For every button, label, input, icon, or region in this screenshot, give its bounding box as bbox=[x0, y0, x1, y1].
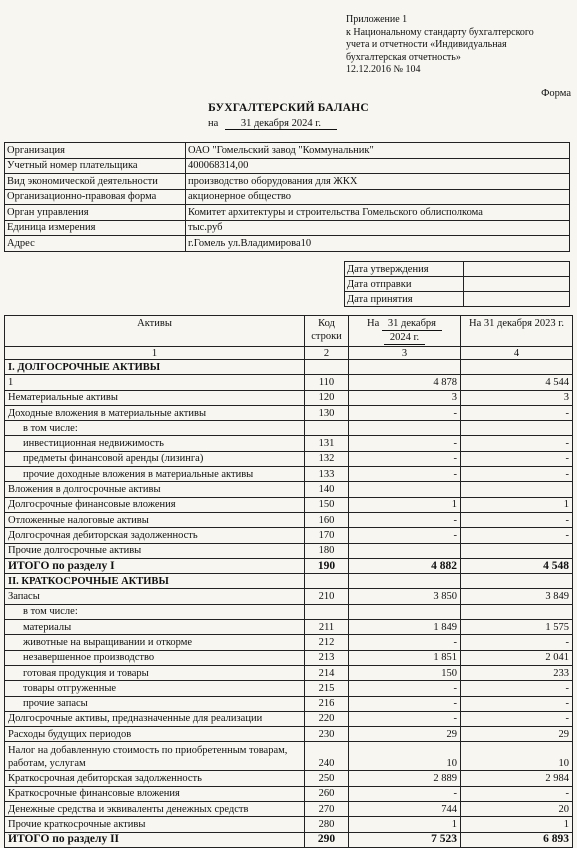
date-value-cell bbox=[464, 262, 570, 277]
value-2024: - bbox=[349, 512, 461, 527]
row-label: Доходные вложения в материальные активы bbox=[5, 405, 305, 420]
row-label: 1 bbox=[5, 375, 305, 390]
table-row bbox=[5, 802, 573, 817]
row-code: 240 bbox=[305, 742, 349, 771]
row-code: 215 bbox=[305, 681, 349, 696]
value-2024: 4 882 bbox=[349, 558, 461, 573]
value-2023: - bbox=[461, 681, 573, 696]
value-2023: 29 bbox=[461, 727, 573, 742]
table-header-row bbox=[5, 316, 573, 347]
info-row bbox=[5, 174, 570, 190]
column-number-row bbox=[5, 347, 573, 360]
row-code bbox=[305, 360, 349, 375]
dates-table bbox=[344, 261, 570, 307]
row-label: инвестиционная недвижимость bbox=[5, 436, 305, 451]
info-value: Комитет архитектуры и строительства Гомельского облисполкома bbox=[186, 205, 570, 221]
value-2023 bbox=[461, 604, 573, 619]
info-label: Орган управления bbox=[5, 205, 186, 221]
value-2024: 1 bbox=[349, 497, 461, 512]
row-label: Денежные средства и эквиваленты денежных средств bbox=[5, 802, 305, 817]
header-2024-date: 31 декабря bbox=[382, 317, 442, 331]
row-label: Долгосрочная дебиторская задолженность bbox=[5, 528, 305, 543]
value-2023 bbox=[461, 360, 573, 375]
value-2024: 744 bbox=[349, 802, 461, 817]
value-2023: 233 bbox=[461, 665, 573, 680]
section-header-row bbox=[5, 574, 573, 589]
date-label: Дата отправки bbox=[345, 277, 464, 292]
row-code: 210 bbox=[305, 589, 349, 604]
value-2023 bbox=[461, 421, 573, 436]
row-label: прочие запасы bbox=[5, 696, 305, 711]
row-code bbox=[305, 421, 349, 436]
info-row bbox=[5, 158, 570, 174]
info-row bbox=[5, 236, 570, 252]
value-2023: 4 548 bbox=[461, 558, 573, 573]
value-2024: - bbox=[349, 436, 461, 451]
value-2023: 1 bbox=[461, 497, 573, 512]
table-row bbox=[5, 786, 573, 801]
value-2024: 1 849 bbox=[349, 620, 461, 635]
column-number: 2 bbox=[305, 347, 349, 360]
value-2024: - bbox=[349, 786, 461, 801]
value-2024: - bbox=[349, 696, 461, 711]
info-value: ОАО "Гомельский завод "Коммунальник" bbox=[186, 143, 570, 159]
header-2024 bbox=[349, 316, 461, 347]
info-label: Организация bbox=[5, 143, 186, 159]
row-code: 220 bbox=[305, 711, 349, 726]
form-label: Форма bbox=[541, 88, 571, 99]
row-code: 250 bbox=[305, 771, 349, 786]
info-label: Учетный номер плательщика bbox=[5, 158, 186, 174]
row-code: 270 bbox=[305, 802, 349, 817]
info-row bbox=[5, 220, 570, 236]
date-value-cell bbox=[464, 277, 570, 292]
row-label: незавершенное производство bbox=[5, 650, 305, 665]
table-row bbox=[5, 436, 573, 451]
table-row bbox=[5, 681, 573, 696]
note-line: Приложение 1 bbox=[346, 14, 408, 25]
row-label: Долгосрочные финансовые вложения bbox=[5, 497, 305, 512]
table-row bbox=[5, 650, 573, 665]
row-code: 133 bbox=[305, 467, 349, 482]
date-label: Дата принятия bbox=[345, 292, 464, 307]
value-2024 bbox=[349, 543, 461, 558]
value-2024: 1 bbox=[349, 817, 461, 832]
value-2023: - bbox=[461, 451, 573, 466]
value-2024: - bbox=[349, 711, 461, 726]
info-value: производство оборудования для ЖКХ bbox=[186, 174, 570, 190]
row-label: Долгосрочные активы, предназначенные для реализации bbox=[5, 711, 305, 726]
appendix-note bbox=[346, 14, 574, 77]
info-row bbox=[5, 205, 570, 221]
organization-info-table bbox=[4, 142, 570, 252]
row-label: Нематериальные активы bbox=[5, 390, 305, 405]
row-label: Запасы bbox=[5, 589, 305, 604]
value-2023: 6 893 bbox=[461, 832, 573, 847]
row-label: товары отгруженные bbox=[5, 681, 305, 696]
section-total-row bbox=[5, 832, 573, 847]
value-2024: - bbox=[349, 635, 461, 650]
assets-table bbox=[4, 315, 573, 848]
header-code-line2: строки bbox=[311, 331, 342, 342]
value-2024: 3 850 bbox=[349, 589, 461, 604]
info-row bbox=[5, 143, 570, 159]
row-label: в том числе: bbox=[5, 421, 305, 436]
row-code: 280 bbox=[305, 817, 349, 832]
table-row bbox=[5, 528, 573, 543]
value-2023: - bbox=[461, 696, 573, 711]
table-row bbox=[5, 589, 573, 604]
table-row bbox=[5, 405, 573, 420]
row-label: Расходы будущих периодов bbox=[5, 727, 305, 742]
table-row bbox=[5, 421, 573, 436]
row-label: животные на выращивании и откорме bbox=[5, 635, 305, 650]
value-2024: 7 523 bbox=[349, 832, 461, 847]
date-row bbox=[345, 277, 570, 292]
value-2023: 2 041 bbox=[461, 650, 573, 665]
row-label: Краткосрочные финансовые вложения bbox=[5, 786, 305, 801]
row-label: II. КРАТКОСРОЧНЫЕ АКТИВЫ bbox=[5, 574, 305, 589]
info-label: Единица измерения bbox=[5, 220, 186, 236]
info-value: г.Гомель ул.Владимирова10 bbox=[186, 236, 570, 252]
column-number: 3 bbox=[349, 347, 461, 360]
date-value-cell bbox=[464, 292, 570, 307]
note-line: бухгалтерская отчетность» bbox=[346, 51, 461, 63]
value-2023: 3 bbox=[461, 390, 573, 405]
note-line: к Национальному стандарту бухгалтерского bbox=[346, 26, 534, 38]
row-label: прочие доходные вложения в материальные активы bbox=[5, 467, 305, 482]
value-2023 bbox=[461, 574, 573, 589]
value-2024: 10 bbox=[349, 742, 461, 771]
row-label: предметы финансовой аренды (лизинга) bbox=[5, 451, 305, 466]
value-2023: - bbox=[461, 436, 573, 451]
row-code: 131 bbox=[305, 436, 349, 451]
row-code: 110 bbox=[305, 375, 349, 390]
table-row bbox=[5, 604, 573, 619]
value-2023: - bbox=[461, 467, 573, 482]
value-2024: - bbox=[349, 467, 461, 482]
value-2023 bbox=[461, 543, 573, 558]
row-code: 216 bbox=[305, 696, 349, 711]
table-row bbox=[5, 390, 573, 405]
note-line: 12.12.2016 № 104 bbox=[346, 64, 421, 75]
table-row bbox=[5, 742, 573, 771]
header-2023: На 31 декабря 2023 г. bbox=[461, 316, 573, 347]
row-label: Отложенные налоговые активы bbox=[5, 512, 305, 527]
value-2024: 1 851 bbox=[349, 650, 461, 665]
date-value: 31 декабря 2024 г. bbox=[225, 118, 337, 130]
row-code: 120 bbox=[305, 390, 349, 405]
header-code-line1: Код bbox=[318, 318, 335, 329]
row-code: 230 bbox=[305, 727, 349, 742]
value-2023: 10 bbox=[461, 742, 573, 771]
row-code: 160 bbox=[305, 512, 349, 527]
row-code: 170 bbox=[305, 528, 349, 543]
info-label: Адрес bbox=[5, 236, 186, 252]
value-2024: 2 889 bbox=[349, 771, 461, 786]
row-label: готовая продукция и товары bbox=[5, 665, 305, 680]
header-2024-prefix: На bbox=[366, 318, 380, 329]
table-row bbox=[5, 543, 573, 558]
value-2023: 1 575 bbox=[461, 620, 573, 635]
value-2023: 1 bbox=[461, 817, 573, 832]
table-row bbox=[5, 451, 573, 466]
header-code bbox=[305, 316, 349, 347]
value-2023: 20 bbox=[461, 802, 573, 817]
row-code: 290 bbox=[305, 832, 349, 847]
value-2023: - bbox=[461, 635, 573, 650]
row-label: Вложения в долгосрочные активы bbox=[5, 482, 305, 497]
row-label: I. ДОЛГОСРОЧНЫЕ АКТИВЫ bbox=[5, 360, 305, 375]
value-2024: 29 bbox=[349, 727, 461, 742]
row-code: 214 bbox=[305, 665, 349, 680]
row-code: 130 bbox=[305, 405, 349, 420]
row-code: 180 bbox=[305, 543, 349, 558]
column-number: 4 bbox=[461, 347, 573, 360]
header-2024-year: 2024 г. bbox=[384, 331, 425, 345]
value-2024: - bbox=[349, 405, 461, 420]
row-code: 212 bbox=[305, 635, 349, 650]
value-2024: 150 bbox=[349, 665, 461, 680]
value-2024: - bbox=[349, 451, 461, 466]
table-row bbox=[5, 620, 573, 635]
value-2024: - bbox=[349, 528, 461, 543]
header-assets: Активы bbox=[5, 316, 305, 347]
row-label: материалы bbox=[5, 620, 305, 635]
info-value: тыс.руб bbox=[186, 220, 570, 236]
row-label: ИТОГО по разделу I bbox=[5, 558, 305, 573]
section-total-row bbox=[5, 558, 573, 573]
section-header-row bbox=[5, 360, 573, 375]
value-2023: - bbox=[461, 512, 573, 527]
value-2023: 2 984 bbox=[461, 771, 573, 786]
column-number: 1 bbox=[5, 347, 305, 360]
date-row bbox=[345, 292, 570, 307]
table-row bbox=[5, 817, 573, 832]
table-row bbox=[5, 497, 573, 512]
page-title: БУХГАЛТЕРСКИЙ БАЛАНС bbox=[208, 102, 369, 114]
table-row bbox=[5, 467, 573, 482]
table-row bbox=[5, 727, 573, 742]
date-row bbox=[345, 262, 570, 277]
value-2023: - bbox=[461, 786, 573, 801]
date-label: Дата утверждения bbox=[345, 262, 464, 277]
value-2024 bbox=[349, 360, 461, 375]
row-code: 213 bbox=[305, 650, 349, 665]
value-2023: - bbox=[461, 711, 573, 726]
table-row bbox=[5, 771, 573, 786]
row-code bbox=[305, 604, 349, 619]
row-label: в том числе: bbox=[5, 604, 305, 619]
value-2024: 4 878 bbox=[349, 375, 461, 390]
info-value: акционерное общество bbox=[186, 189, 570, 205]
row-code: 150 bbox=[305, 497, 349, 512]
row-code: 132 bbox=[305, 451, 349, 466]
row-label: Налог на добавленную стоимость по приобретенным товарам, работам, услугам bbox=[5, 742, 305, 771]
value-2023: - bbox=[461, 528, 573, 543]
row-code: 190 bbox=[305, 558, 349, 573]
value-2024: 3 bbox=[349, 390, 461, 405]
info-label: Организационно-правовая форма bbox=[5, 189, 186, 205]
info-label: Вид экономической деятельности bbox=[5, 174, 186, 190]
row-code: 260 bbox=[305, 786, 349, 801]
value-2024 bbox=[349, 421, 461, 436]
table-row bbox=[5, 482, 573, 497]
row-code: 140 bbox=[305, 482, 349, 497]
table-row bbox=[5, 665, 573, 680]
table-row bbox=[5, 512, 573, 527]
row-label: Прочие долгосрочные активы bbox=[5, 543, 305, 558]
report-date bbox=[208, 118, 337, 130]
table-row bbox=[5, 375, 573, 390]
value-2023: - bbox=[461, 405, 573, 420]
value-2024: - bbox=[349, 681, 461, 696]
value-2023: 3 849 bbox=[461, 589, 573, 604]
value-2024 bbox=[349, 574, 461, 589]
info-row bbox=[5, 189, 570, 205]
row-code: 211 bbox=[305, 620, 349, 635]
row-label: Прочие краткосрочные активы bbox=[5, 817, 305, 832]
row-label: Краткосрочная дебиторская задолженность bbox=[5, 771, 305, 786]
table-row bbox=[5, 696, 573, 711]
row-code bbox=[305, 574, 349, 589]
value-2024 bbox=[349, 604, 461, 619]
info-value: 400068314,00 bbox=[186, 158, 570, 174]
date-prefix: на bbox=[208, 118, 219, 129]
note-line: учета и отчетности «Индивидуальная bbox=[346, 39, 507, 50]
value-2023: 4 544 bbox=[461, 375, 573, 390]
table-row bbox=[5, 711, 573, 726]
value-2023 bbox=[461, 482, 573, 497]
row-label: ИТОГО по разделу II bbox=[5, 832, 305, 847]
table-row bbox=[5, 635, 573, 650]
value-2024 bbox=[349, 482, 461, 497]
